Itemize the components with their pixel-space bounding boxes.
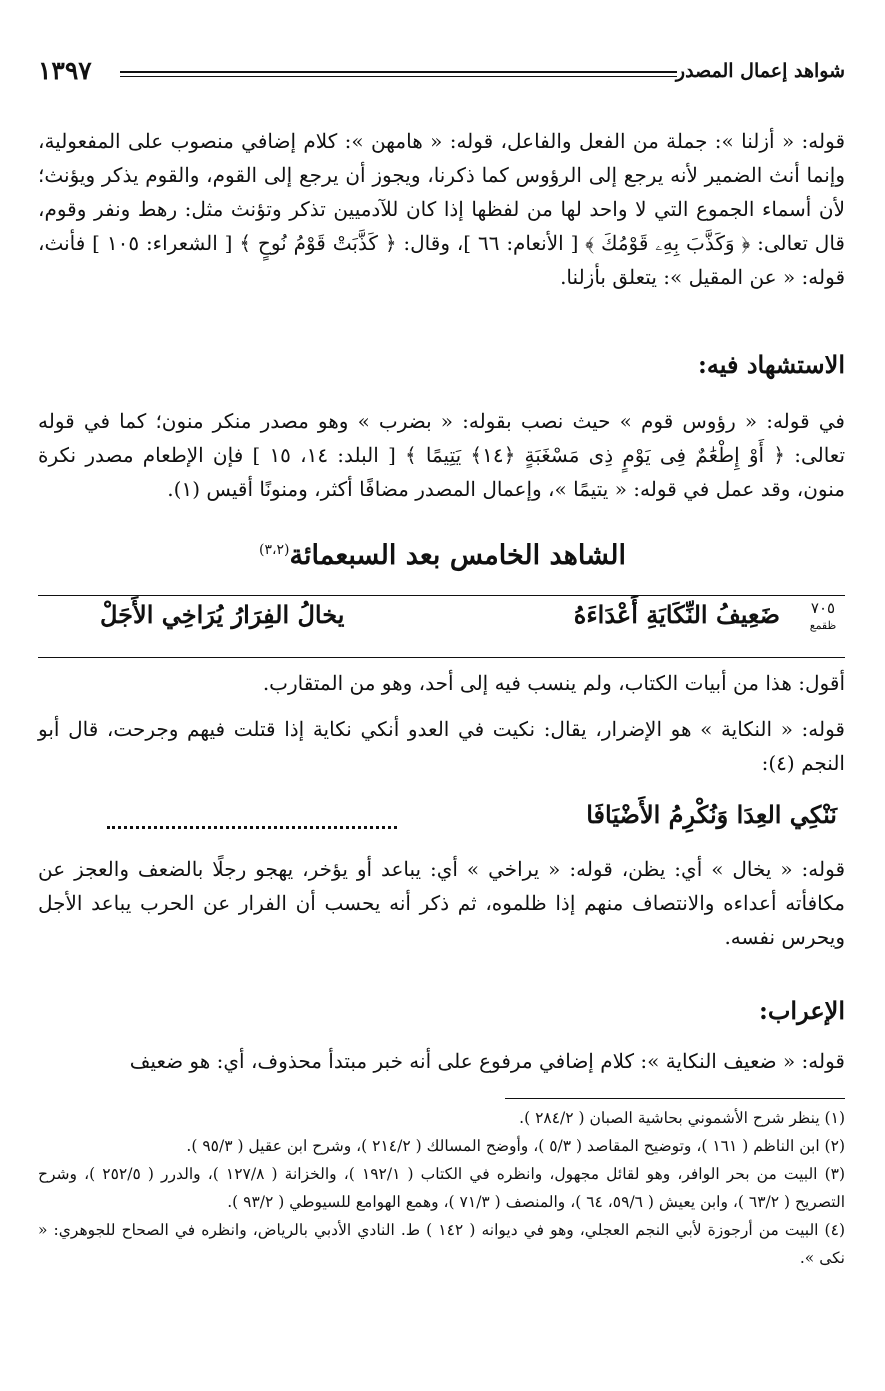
- paragraph-3: أقول: هذا من أبيات الكتاب، ولم ينسب فيه إلى أحد، وهو من المتقارب.: [262, 671, 845, 695]
- verse-second-hemistich: يخالُ الفِرَارُ يُرَاخِي الأَجَلْ: [100, 600, 345, 629]
- footnote-4: (٤) البيت من أرجوزة لأبي النجم العجلي، وهو في ديوانه ( ١٤٢ ) ط. النادي الأدبي بالرياض، وانظره في الصحاح للجوهري: « نكى ».: [38, 1221, 845, 1267]
- shahid-title: [0, 540, 885, 571]
- footnotes: [38, 1104, 845, 1272]
- verse-number: [803, 600, 843, 634]
- verse-rule-bottom: [38, 657, 845, 658]
- paragraph-4: قوله: « النكاية » هو الإضرار، يقال: نكيت في العدو أنكي نكاية إذا قتلت فيهم وجرحت، قال أبو النجم (٤):: [38, 717, 845, 775]
- verse-first-hemistich: ضَعِيفُ النِّكَايَةِ أَعْدَاءَهُ: [573, 600, 780, 629]
- verse-meter: ظقمع: [809, 619, 837, 632]
- shahid-title-refs: (٣،٢): [259, 542, 290, 558]
- paragraph-2: في قوله: « رؤوس قوم » حيث نصب بقوله: « بضرب » وهو مصدر منكر منون؛ كما في قوله تعالى: ﴿ أَوْ إِطْعَٰمٌ فِى يَوْمٍ ذِى مَسْغَبَةٍ ﴿١٤﴾ يَتِيمًا ﴾ [ البلد: ١٤، ١٥ ] فإن الإطعام مصدر نكرة منون، وقد عمل في قوله: « يتيمًا »، وإعمال المصدر مضافًا أكثر، ومنونًا أقيس (١).: [38, 409, 846, 501]
- section-heading-istishhad: الاستشهاد فيه:: [698, 350, 845, 379]
- verse-rule-top: [38, 595, 845, 596]
- shahid-title-text: الشاهد الخامس بعد السبعمائة: [289, 540, 626, 571]
- paragraph-5: قوله: « يخال » أي: يظن، قوله: « يراخي » أي: يباعد أو يؤخر، يهجو رجلًا بالضعف والعجز عن مكافأته أعداءه والانتصاف منهم إذا ظلموه، ثم ذكر أنه يحسب أن الفرار عن الحرب يباعد الأجل ويحرس نفسه.: [38, 857, 845, 949]
- footnote-2: (٢) ابن الناظم ( ١٦١ )، وتوضيح المقاصد ( ٥/٣ )، وأوضح المسالك ( ٢١٤/٢ )، وشرح ابن عقيل ( ٩٥/٣ ).: [186, 1137, 845, 1155]
- footnote-3: (٣) البيت من بحر الوافر، وهو لقائل مجهول، وانظره في الكتاب ( ١٩٢/١ )، والخزانة ( ١٢٧/٨ )، والدرر ( ٢٥٢/٥ )، وشرح التصريح ( ٦٣/٢ )، وابن يعيش ( ٥٩/٦، ٦٤ )، والمنصف ( ٧١/٣ )، وهمع الهوامع للسيوطي ( ٩٣/٢ ).: [38, 1165, 846, 1211]
- running-header: [38, 58, 845, 94]
- page-number: ١٣٩٧: [38, 56, 92, 85]
- header-rule: [120, 71, 677, 77]
- section-heading-irab: الإعراب:: [758, 996, 845, 1025]
- verse-number-value: ٧٠٥: [810, 599, 836, 617]
- quoted-verse-dots: [107, 812, 397, 829]
- running-title: شواهد إعمال المصدر: [675, 60, 845, 82]
- paragraph-1: قوله: « أزلنا »: جملة من الفعل والفاعل، قوله: « هامهن »: كلام إضافي منصوب على المفعولية، وإنما أنث الضمير لأنه يرجع إلى الرؤوس كما ذكرنا، ويجوز أن يرجع إلى القوم، والقوم يذكر ويؤنث؛ لأن أسماء الجموع التي لا واحد لها من لفظها إذا كان للآدميين تذكر وتؤنث مثل: رهط ونفر وقوم، قال تعالى: ﴿ وَكَذَّبَ بِهِۦ قَوْمُكَ ﴾ [ الأنعام: ٦٦ ]، وقال: ﴿ كَذَّبَتْ قَوْمُ نُوحٍ ﴾ [ الشعراء: ١٠٥ ] فأنث، قوله: « عن المقيل »: يتعلق بأزلنا.: [38, 129, 845, 289]
- quoted-verse: نَنْكِي العِدَا وَنُكْرِمُ الأَضْيَافَا: [586, 800, 837, 829]
- paragraph-6: قوله: « ضعيف النكاية »: كلام إضافي مرفوع على أنه خبر مبتدأ محذوف، أي: هو ضعيف: [129, 1049, 845, 1073]
- footnote-1: (١) ينظر شرح الأشموني بحاشية الصبان ( ٢٨٤/٢ ).: [519, 1109, 845, 1127]
- footnote-rule: [505, 1098, 845, 1099]
